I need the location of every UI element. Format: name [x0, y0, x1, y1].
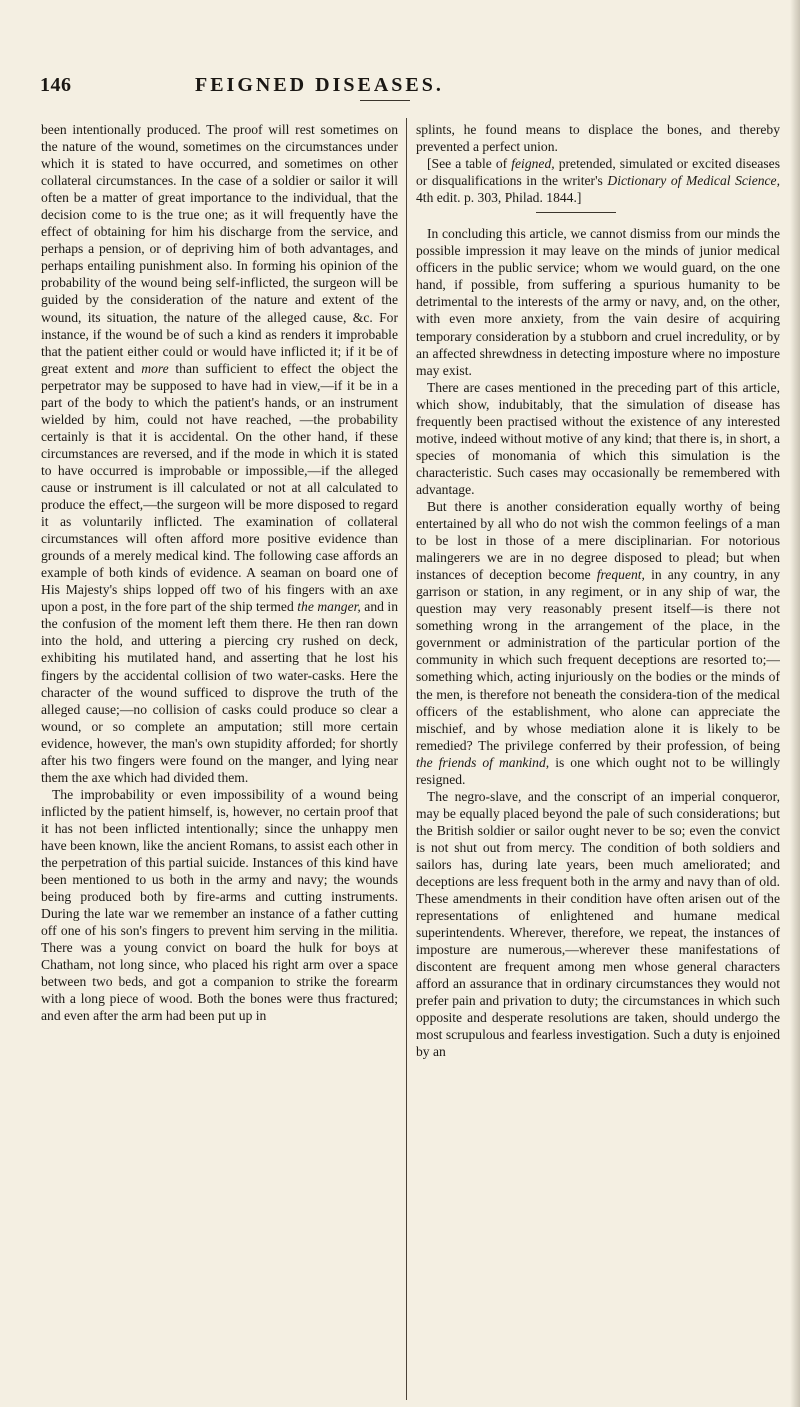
paragraph-monomania: There are cases mentioned in the preceding part of this article, which show, indubitably, that the simulation of disease has frequently been practised without the existence of any interested motive, indeed without motive of any kind; that there is, in short, a species of monomania of which this simulation is the characteristic. Such cases may occasionally be remembered with advantage.: [416, 379, 780, 497]
paragraph-negro-slave: The negro-slave, and the conscript of an imperial conqueror, may be equally placed beyond the pale of such considerations; but the British soldier or sailor ought never to be so; even the convict is not shut out from mercy. The condition of both soldiers and sailors has, during late years, been much ameliorated; and deceptions are less frequent both in the army and navy than of old. These amendments in their condition have often arisen out of the representations of enlightened and humane medical superintendents. Wherever, therefore, we repeat, the instances of imposture are numerous,—wherever these manifestations of discontent are frequent among men whose general characters afford an assurance that in ordinary circumstances they would not prefer pain and privation to duty; the circumstances in which such opposite and desperate resolutions are taken, should undergo the most scrupulous and fearless investigation. Such a duty is enjoined by an: [416, 788, 780, 1060]
left-column: [41, 121, 398, 1401]
running-title: FEIGNED DISEASES.: [195, 74, 444, 96]
paragraph-wound-evidence: been intentionally produced. The proof will rest sometimes on the nature of the wound, sometimes on the circumstances under which it is stated to have occurred, and sometimes on other collateral circumstances. In the case of a soldier or sailor it will often be a matter of great importance to the individual, that the decision come to is the true one; as it will frequently have the effect of obtaining for him his discharge from the service, and perhaps a pension, or of depriving him of both advantages, and perhaps entailing punishment also. In forming his opinion of the probability of the wound being self-inflicted, the surgeon will be guided by the consideration of the nature and extent of the wound, its situation, the nature of the alleged cause, &c. For instance, if the wound be of such a kind as renders it improbable that the patient either could or would have inflicted it; if it be of great extent and more than sufficient to effect the object the perpetrator may be supposed to have had in view,—if it be in a part of the body to which the patient's hands, or an instrument wielded by him, could not have reached, —the probability certainly is that it is accidental. On the other hand, if these circumstances are reversed, and if the mode in which it is stated to have occurred is improbable or impossible,—if the alleged cause or instrument is ill calculated or not at all calculated to produce the effect,—the surgeon will be more disposed to regard it as voluntarily inflicted. The examination of collateral circumstances will often afford more positive evidence than grounds of a merely medical kind. The following case affords an example of both kinds of evidence. A seaman on board one of His Majesty's ships lopped off two of his fingers with an axe upon a post, in the fore part of the ship termed the manger, and in the confusion of the moment left them there. He then ran down into the hold, and uttering a piercing cry rushed on deck, exhibiting his mutilated hand, and asserting that he lost his fingers by the accidental collision of two water-casks. Here the character of the wound sufficed to disprove the truth of the alleged cause;—no collision of casks could produce so clear a wound, or so complete an amputation; still more certain evidence, however, the man's own stupidity afforded; for shortly after his two fingers were found on the manger, and lying near them the axe which had divided them.: [41, 122, 398, 785]
paragraph-concluding: In concluding this article, we cannot dismiss from our minds the possible impression it may leave on the minds of junior medical officers in the public service; whom we would guard, on the one hand, if possible, from suffering a spurious humanity to be detrimental to the interests of the army or navy, and, on the other, with even more anxiety, from the vain desire of acquiring temporary consideration by a stubborn and cruel incredulity, or by an affected shrewdness in detecting imposture where no imposture may exist.: [416, 226, 780, 378]
page-header: [40, 74, 760, 100]
header-ornament-rule: [360, 100, 410, 101]
column-divider: [406, 118, 407, 1400]
page-edge-shadow: [790, 0, 800, 1407]
paragraph-consideration: But there is another consideration equally worthy of being entertained by all who do not wish the common feelings of a man to be lost in those of a mere disciplinarian. For notorious malingerers we are in no degree disposed to plead; but when instances of deception become frequent, in any country, in any garrison or station, in any regiment, or in any ship of war, the question may very reasonably present itself—is there not something wrong in the arrangement of the place, in the government or administration of the particular portion of the community in which such frequent deceptions are resorted to;—something which, acting injuriously on the bodies or the minds of the men, is therefore not beneath the considera-tion of the medical officers of the establishment, who alone can appreciate the mischief, and by whose mediation alone it is likely to be remedied? The privilege conferred by their profession, of being the friends of mankind, is one which ought not to be willingly resigned.: [416, 498, 780, 787]
paragraph-partial-suicide: The improbability or even impossibility of a wound being inflicted by the patient himself, is, however, no certain proof that it has not been inflicted intentionally; since the unhappy men have been known, like the ancient Romans, to assist each other in the perpetration of this partial suicide. Instances of this kind have been mentioned to us both in the army and navy; the wounds being produced both by fire-arms and cutting instruments. During the late war we remember an instance of a father cutting off one of his son's fingers to prevent him serving in the militia. There was a young convict on board the hulk for boys at Chatham, not long since, who placed his right arm over a space between two beds, and got a companion to strike the forearm with a long piece of wood. Both the bones were thus fractured; and even after the arm had been put up in: [41, 786, 398, 1024]
right-column: [416, 121, 780, 1401]
paragraph-splints: splints, he found means to displace the bones, and thereby prevented a perfect union.: [416, 122, 780, 155]
bracket-note: [See a table of feigned, pretended, simulated or excited diseases or disqualifications in the writer's Dictionary of Medical Science, 4th edit. p. 303, Philad. 1844.]: [416, 156, 780, 206]
page-number: 146: [40, 74, 72, 96]
section-rule: [536, 212, 616, 213]
